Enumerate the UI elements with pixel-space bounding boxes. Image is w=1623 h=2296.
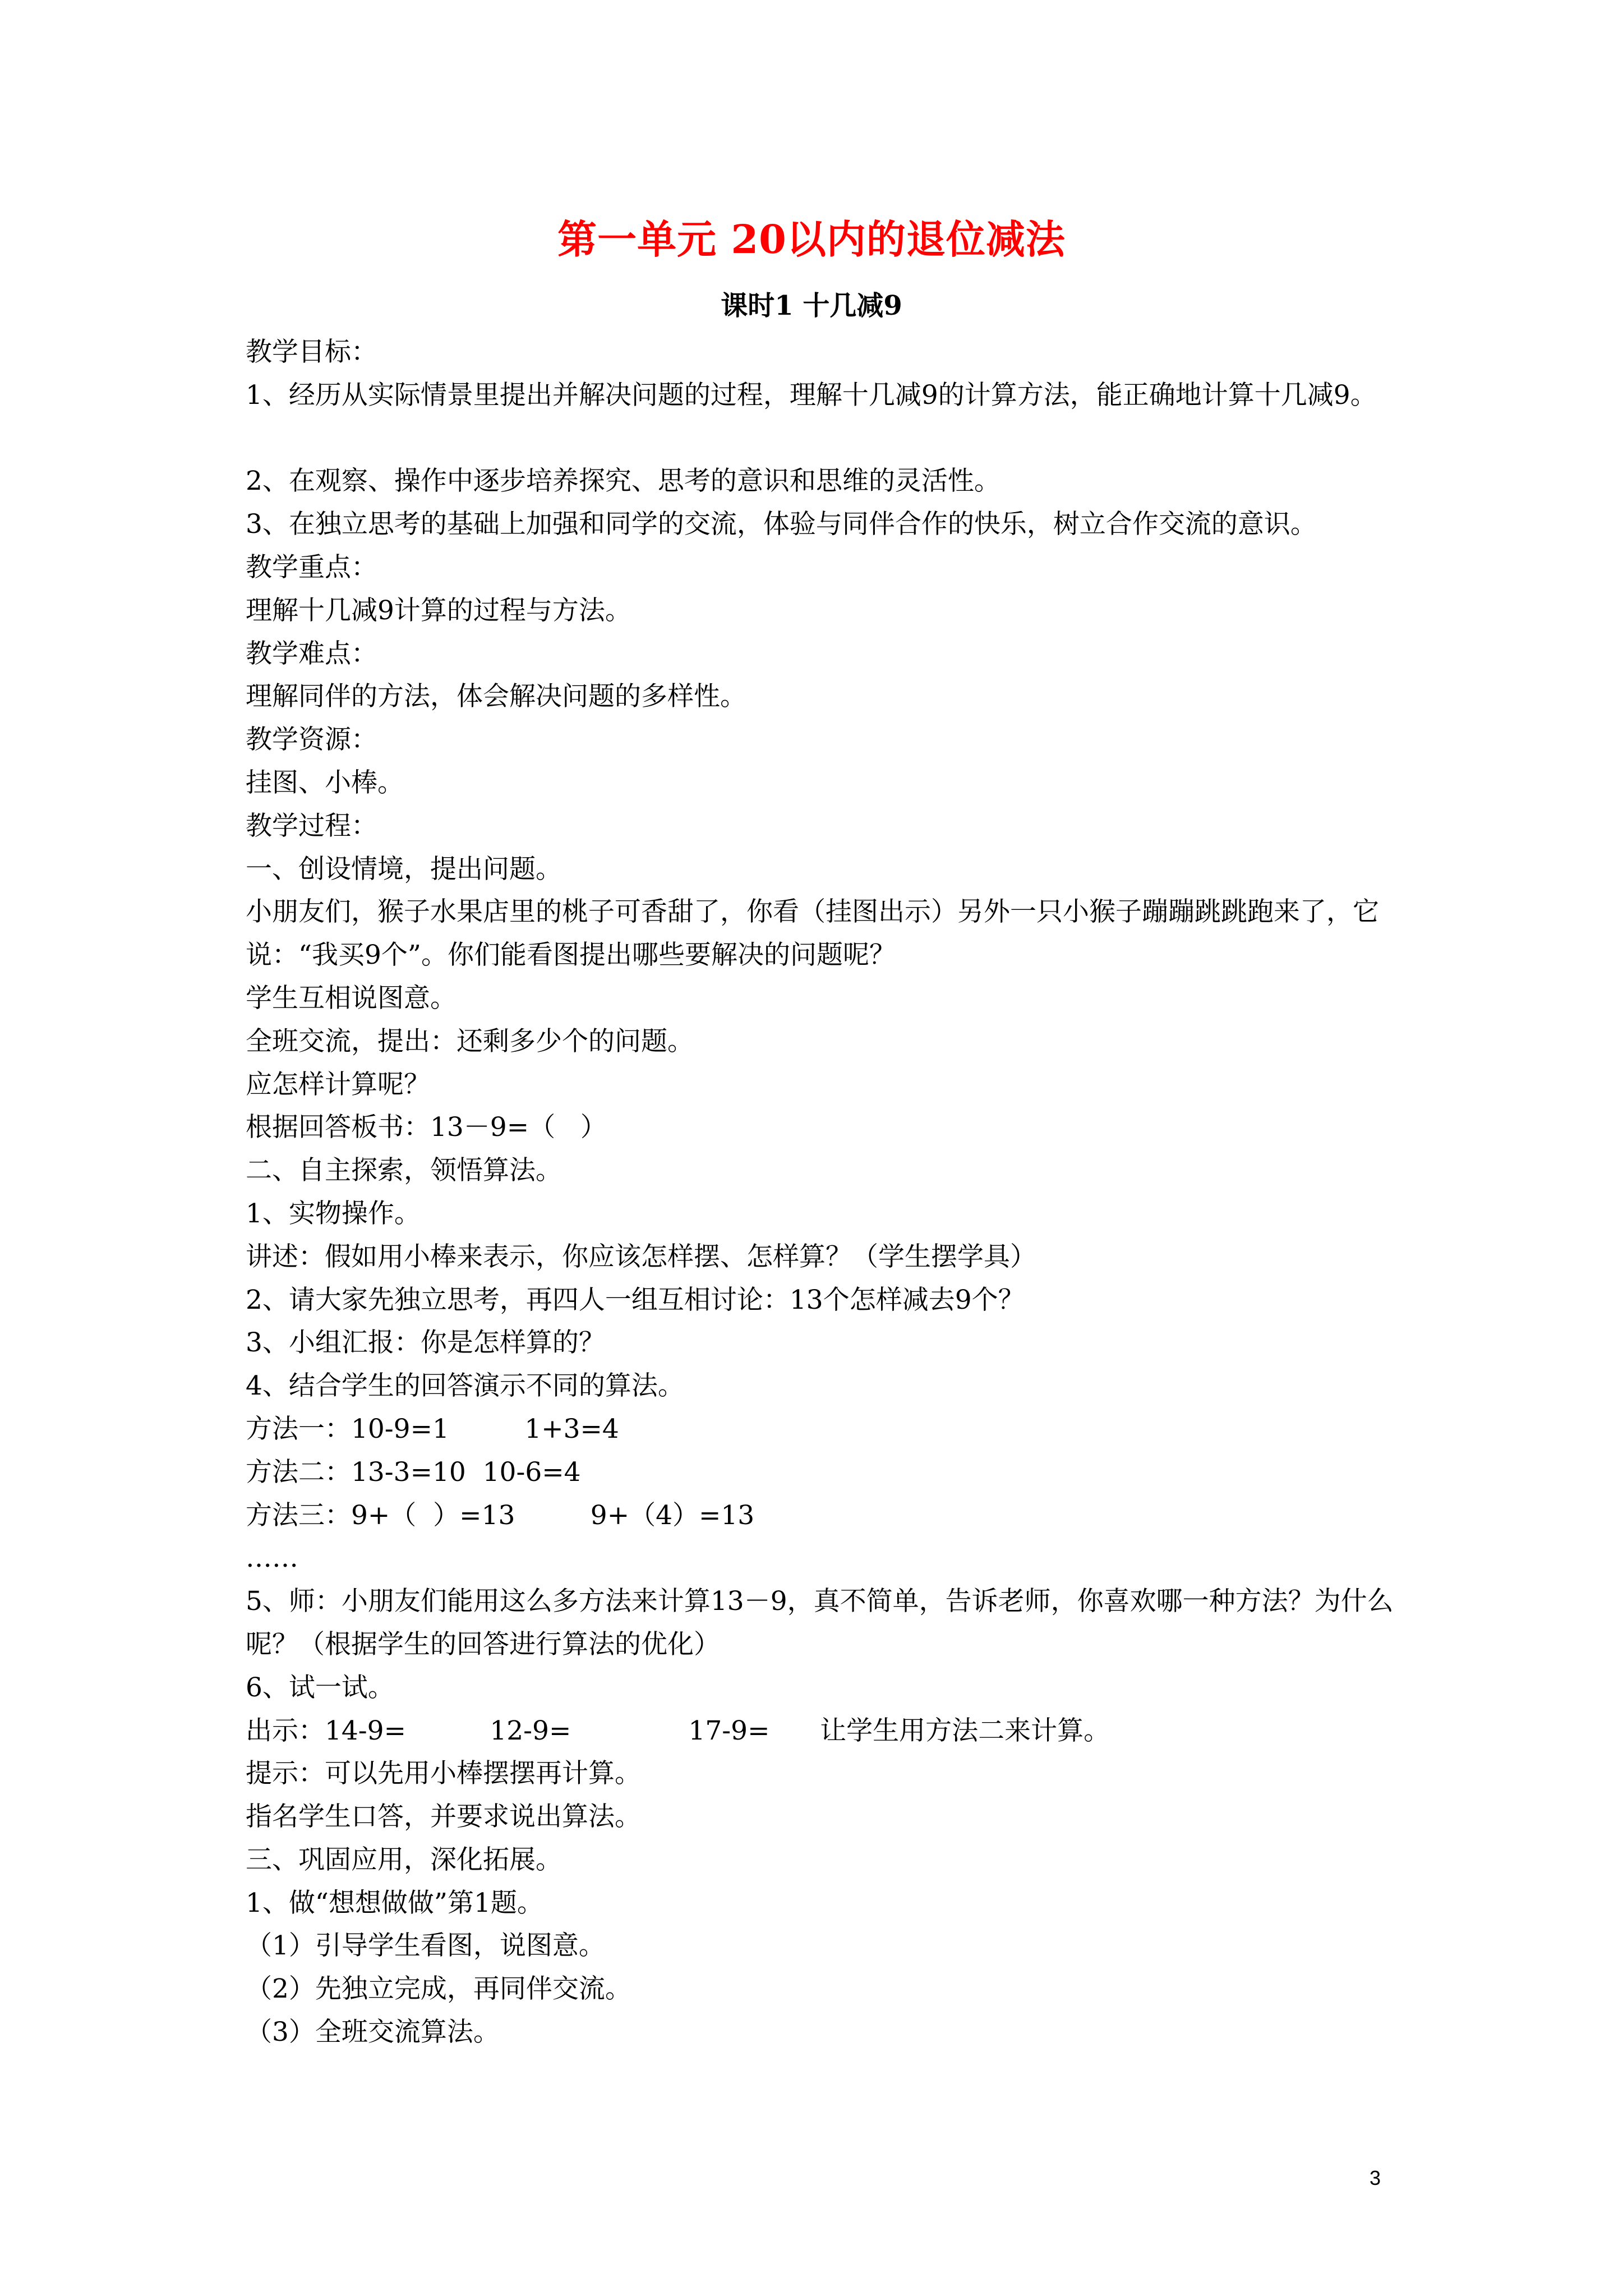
paragraph-line: 提示：可以先用小棒摆摆再计算。 (246, 1758, 641, 1789)
section-heading-objectives: 教学目标： (246, 337, 377, 367)
paragraph-line: 3、在独立思考的基础上加强和同学的交流，体验与同伴合作的快乐，树立合作交流的意识。 (246, 509, 1317, 540)
paragraph-line: （2）先独立完成，再同伴交流。 (246, 1973, 631, 2005)
paragraph-line: …… (246, 1543, 298, 1574)
section-heading-difficulties: 教学难点： (246, 638, 377, 669)
paragraph-line: 理解同伴的方法，体会解决问题的多样性。 (246, 681, 746, 712)
document-body (246, 331, 1395, 2054)
page-number: 3 (1370, 2166, 1381, 2189)
paragraph-line: 理解十几减9计算的过程与方法。 (246, 595, 631, 626)
paragraph-line: 指名学生口答，并要求说出算法。 (246, 1801, 641, 1833)
section-heading-resources: 教学资源： (246, 724, 377, 756)
paragraph-line: 1、实物操作。 (246, 1198, 421, 1229)
paragraph-line: 5、师：小朋友们能用这么多方法来计算13－9，真不简单，告诉老师，你喜欢哪一种方法？为什么呢？（根据学生的回答进行算法的优化） (246, 1586, 1394, 1660)
lesson-subtitle: 课时1 十几减9 (721, 290, 902, 321)
paragraph-line: 3、小组汇报：你是怎样算的？ (246, 1327, 605, 1359)
paragraph-line: 方法二：13-3=10 10-6=4 (246, 1456, 581, 1488)
section-heading-key-points: 教学重点： (246, 551, 377, 583)
paragraph-line: 6、试一试。 (246, 1672, 394, 1703)
paragraph-line: 全班交流，提出：还剩多少个的问题。 (246, 1025, 694, 1057)
paragraph-line: 方法三：9+（ ）=13 9+（4）=13 (246, 1499, 755, 1531)
paragraph-line: 4、结合学生的回答演示不同的算法。 (246, 1370, 684, 1402)
paragraph-line: 小朋友们，猴子水果店里的桃子可香甜了，你看（挂图出示）另外一只小猴子蹦蹦跳跳跑来了，它说：“我买9个”。你们能看图提出哪些要解决的问题呢？ (246, 896, 1379, 971)
paragraph-line: 出示：14-9= 12-9= 17-9= 让学生用方法二来计算。 (246, 1715, 1110, 1746)
paragraph-line: 二、自主探索，领悟算法。 (246, 1155, 562, 1186)
paragraph-line: 一、创设情境，提出问题。 (246, 853, 562, 885)
paragraph-line: 方法一：10-9=1 1+3=4 (246, 1413, 619, 1444)
paragraph-line: （3）全班交流算法。 (246, 2017, 500, 2048)
paragraph-line: 2、在观察、操作中逐步培养探究、思考的意识和思维的灵活性。 (246, 466, 1000, 497)
paragraph-line: 讲述：假如用小棒来表示，你应该怎样摆、怎样算？（学生摆学具） (246, 1241, 1036, 1272)
paragraph-line: 1、经历从实际情景里提出并解决问题的过程，理解十几减9的计算方法，能正确地计算十几减9。 (246, 379, 1377, 411)
paragraph-line: 学生互相说图意。 (246, 982, 457, 1014)
document-title: 第一单元 20以内的退位减法 (557, 216, 1066, 263)
paragraph-line: 三、巩固应用，深化拓展。 (246, 1844, 562, 1875)
paragraph-line: 2、请大家先独立思考，再四人一组互相讨论：13个怎样减去9个？ (246, 1284, 1025, 1315)
paragraph-line: 挂图、小棒。 (246, 767, 404, 798)
paragraph-line: （1）引导学生看图，说图意。 (246, 1930, 605, 1962)
section-heading-process: 教学过程： (246, 810, 377, 841)
paragraph-line: 1、做“想想做做”第1题。 (246, 1887, 543, 1918)
paragraph-line: 根据回答板书：13－9=（ ） (246, 1112, 607, 1143)
paragraph-line: 应怎样计算呢？ (246, 1069, 430, 1100)
